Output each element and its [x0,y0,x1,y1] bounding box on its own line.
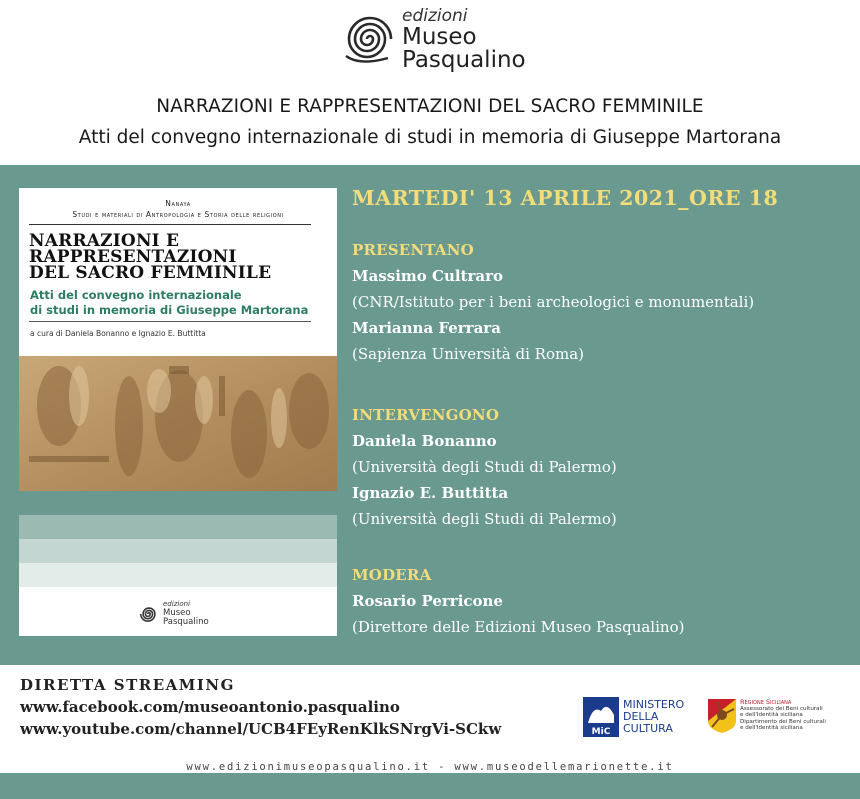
footer [0,665,860,773]
person-affiliation: (CNR/Istituto per i beni archeologici e monumentali) [352,293,755,311]
book-series-desc: Studi e materiali di Antropologia e Storia delle religioni [72,210,284,219]
person-name: Daniela Bonanno [352,432,497,450]
book-cover [19,188,337,636]
logo-line-2: Museo [402,24,477,50]
event-info [352,186,842,636]
mic-line-1: MINISTERO [623,698,685,711]
regione-line: Assessorato dei Beni culturali [740,705,823,712]
regione-line: e dell'Identità siciliana [740,725,803,732]
book-publisher-logo [137,600,237,628]
book-logo-line-3: Pasqualino [163,617,209,627]
section-presentano [352,237,754,367]
person-name: Rosario Perricone [352,592,503,610]
book-stripe [19,563,337,587]
book-stripes [19,491,337,587]
person-name: Ignazio E. Buttitta [352,484,509,502]
section-label: INTERVENGONO [352,406,500,424]
book-stripe [19,515,337,539]
regione-line: Dipartimento dei Beni culturali [740,718,826,725]
section-modera [352,562,684,640]
book-series-name: Nanaya [165,199,191,208]
book-series [19,198,337,220]
facebook-link[interactable]: www.facebook.com/museoantonio.pasqualino [20,698,400,716]
person-affiliation: (Università degli Studi di Palermo) [352,510,617,528]
book-subtitle-line: Atti del convegno internazionale [30,288,242,302]
book-subtitle-line: di studi in memoria di Giuseppe Martorana [30,303,309,317]
book-logo-line-1: edizioni [163,600,190,608]
cylinder-seal-relief-image [19,356,337,496]
book-logo-line-2: Museo [163,608,191,618]
book-title-line: DEL SACRO FEMMINILE [29,263,272,283]
trinacria-icon [708,699,736,733]
section-label: PRESENTANO [352,241,474,259]
streaming-label: DIRETTA STREAMING [20,676,235,694]
person-affiliation: (Sapienza Università di Roma) [352,345,584,363]
book-editors: a cura di Daniela Bonanno e Ignazio E. Buttitta [30,329,206,338]
header [0,0,860,165]
youtube-link[interactable]: www.youtube.com/channel/UCB4FEyRenKlkSNrgVi-SCkw [20,720,502,738]
person-name: Massimo Cultraro [352,267,504,285]
book-title-line: RAPPRESENTAZIONI [29,247,237,267]
logo-line-1: edizioni [402,6,468,26]
spiral-snail-icon [340,6,400,72]
section-intervengono [352,402,617,532]
mic-badge-text: MiC [591,727,611,737]
regione-siciliana-logo [708,697,848,741]
regione-title: Regione Siciliana [740,698,792,706]
book-stripe [19,539,337,563]
bottom-band [0,773,860,799]
logo-line-3: Pasqualino [402,47,526,73]
publisher-logo [340,6,540,72]
spiral-snail-icon [137,601,161,627]
ministero-cultura-logo [583,697,693,741]
book-stripe [19,491,337,515]
person-affiliation: (Università degli Studi di Palermo) [352,458,617,476]
headline-subtitle: Atti del convegno internazionale di studi in memoria di Giuseppe Martorana [78,127,782,148]
book-subtitle [30,288,308,318]
mic-emblem-icon [583,697,619,737]
event-datetime: MARTEDI' 13 APRILE 2021_ORE 18 [352,186,779,210]
person-name: Marianna Ferrara [352,319,501,337]
websites-line[interactable]: www.edizionimuseopasqualino.it - www.museodellemarionette.it [186,761,674,773]
person-affiliation: (Direttore delle Edizioni Museo Pasqualino) [352,618,685,636]
mic-line-2: DELLA [623,710,659,723]
book-divider-top [29,224,311,225]
regione-line: e dell'Identità siciliana [740,712,803,719]
section-label: MODERA [352,566,432,584]
headline-title: NARRAZIONI E RAPPRESENTAZIONI DEL SACRO FEMMINILE [156,96,704,117]
book-title [29,233,271,281]
book-divider-bottom [29,321,311,322]
book-title-line: NARRAZIONI E [29,231,180,251]
mic-line-3: CULTURA [623,722,673,735]
